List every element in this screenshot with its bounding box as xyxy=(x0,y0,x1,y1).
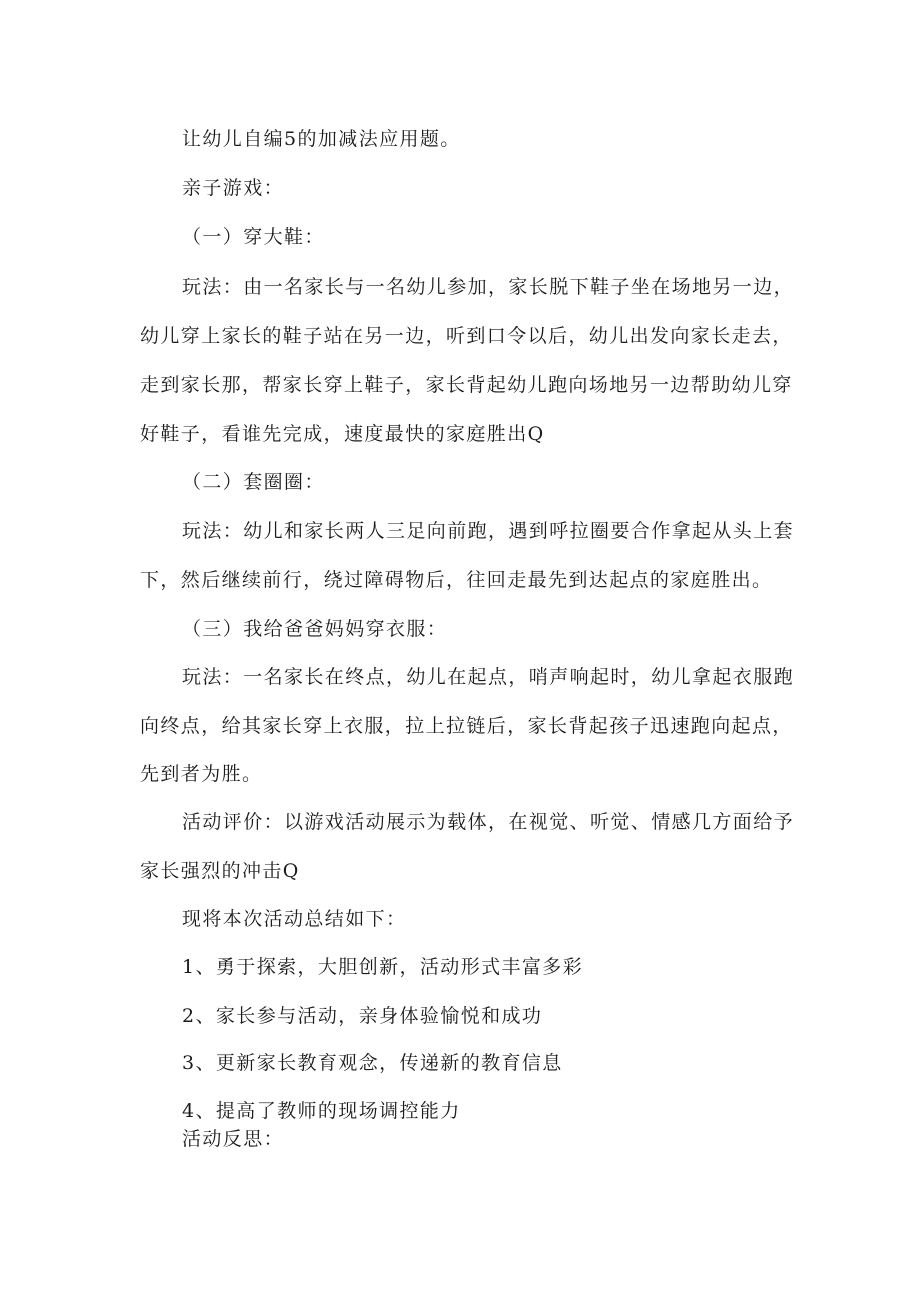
paragraph-line: 先到者为胜。 xyxy=(140,763,263,785)
paragraph-line: 玩法：由一名家长与一名幼儿参加，家长脱下鞋子坐在场地另一边， xyxy=(182,276,795,298)
paragraph-line: 家长强烈的冲击Q xyxy=(140,860,300,882)
paragraph-line: 向终点，给其家长穿上衣服，拉上拉链后，家长背起孩子迅速跑向起点， xyxy=(140,715,793,737)
paragraph-line: 活动评价：以游戏活动展示为载体，在视觉、听觉、情感几方面给予 xyxy=(182,811,795,833)
list-item: 1、勇于探索，大胆创新，活动形式丰富多彩 xyxy=(182,956,584,978)
paragraph-line: 好鞋子，看谁先完成，速度最快的家庭胜出Q xyxy=(140,423,545,445)
section-heading: 现将本次活动总结如下： xyxy=(182,908,407,930)
paragraph-line: 幼儿穿上家长的鞋子站在另一边，听到口令以后，幼儿出发向家长走去， xyxy=(140,325,793,347)
section-heading: 亲子游戏： xyxy=(182,177,285,199)
list-item: 3、更新家长教育观念，传递新的教育信息 xyxy=(182,1052,563,1074)
subsection-heading: （三）我给爸爸妈妈穿衣服： xyxy=(182,618,448,640)
subsection-heading: （一）穿大鞋： xyxy=(182,226,325,248)
list-item: 4、提高了教师的现场调控能力 xyxy=(182,1100,461,1122)
paragraph-line: 玩法：幼儿和家长两人三足向前跑，遇到呼拉圈要合作拿起从头上套 xyxy=(182,520,795,542)
paragraph-line: 走到家长那，帮家长穿上鞋子，家长背起幼儿跑向场地另一边帮助幼儿穿 xyxy=(140,374,793,396)
subsection-heading: （二）套圈圈： xyxy=(182,471,325,493)
paragraph-line: 下，然后继续前行，绕过障碍物后，往回走最先到达起点的家庭胜出。 xyxy=(140,569,773,591)
paragraph-line: 玩法：一名家长在终点，幼儿在起点，哨声响起时，幼儿拿起衣服跑 xyxy=(182,666,795,688)
list-item: 2、家长参与活动，亲身体验愉悦和成功 xyxy=(182,1005,543,1027)
paragraph-line: 让幼儿自编5的加减法应用题。 xyxy=(182,128,461,150)
section-heading: 活动反思： xyxy=(182,1128,285,1150)
